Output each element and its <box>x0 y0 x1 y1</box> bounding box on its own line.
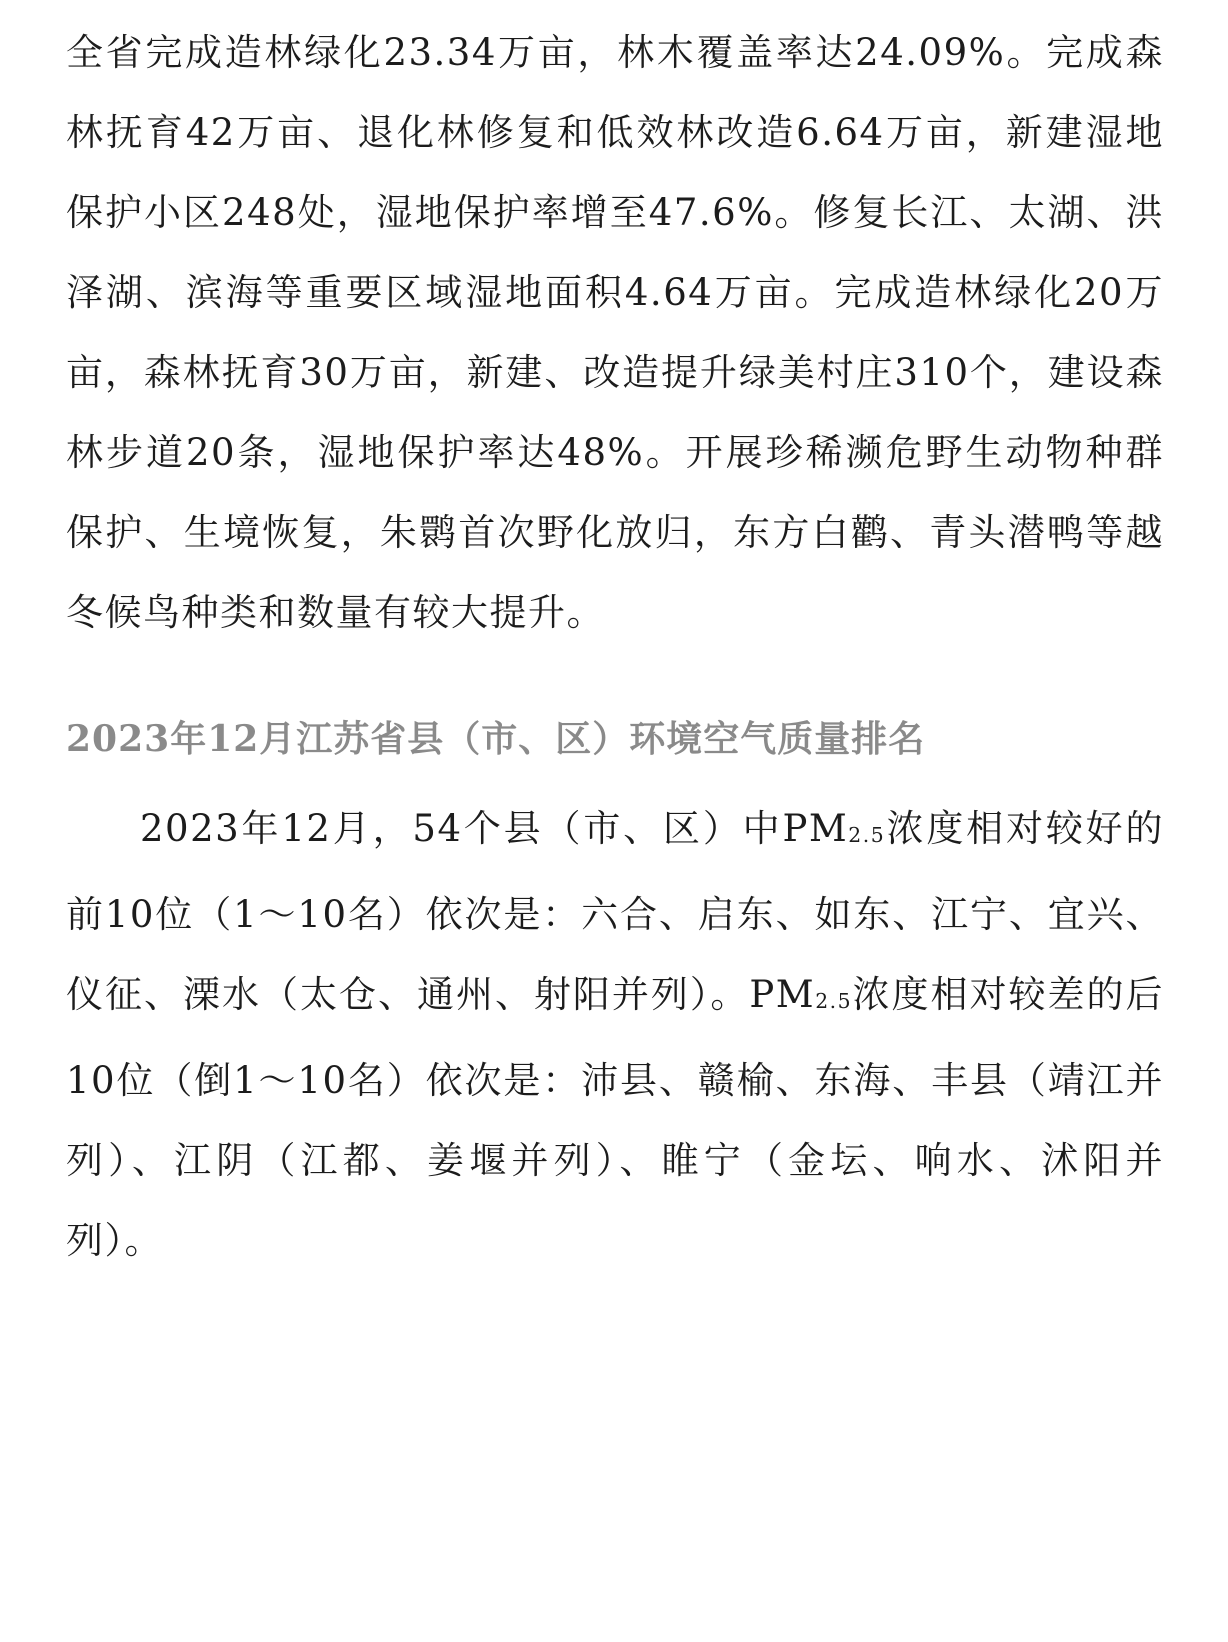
air-quality-text-3: 浓度相对较差的后10位（倒1～10名）依次是：沛县、赣榆、东海、丰县（靖江并列）、江阴（江都、姜堰并列）、睢宁（金坛、响水、沭阳并列）。 <box>66 973 1165 1263</box>
air-quality-text-1: 2023年12月，54个县（市、区）中PM <box>140 807 849 850</box>
pm25-subscript: 2.5 <box>848 823 886 848</box>
section-heading: 2023年12月江苏省县（市、区）环境空气质量排名 <box>66 718 926 760</box>
body-paragraph-forestry: 全省完成造林绿化23.34万亩，林木覆盖率达24.09%。完成森林抚育42万亩、退化林修复和低效林改造6.64万亩，新建湿地保护小区248处，湿地保护率增至47.6%。修复长江、太湖、洪泽湖、滨海等重要区域湿地面积4.64万亩。完成造林绿化20万亩，森林抚育30万亩，新建、改造提升绿美村庄310个，建设森林步道20条，湿地保护率达48%。开展珍稀濒危野生动物种群保护、生境恢复，朱鹮首次野化放归，东方白鹳、青头潜鸭等越冬候鸟种类和数量有较大提升。 <box>66 31 1164 634</box>
air-quality-text-2: 浓度相对较好的前10位（1～10名）依次是：六合、启东、如东、江宁、宜兴、仪征、溧水（太仓、通州、射阳并列）。PM <box>66 807 1164 1017</box>
body-paragraph-air-quality <box>66 789 1164 1281</box>
pm25-subscript: 2.5 <box>815 989 853 1014</box>
